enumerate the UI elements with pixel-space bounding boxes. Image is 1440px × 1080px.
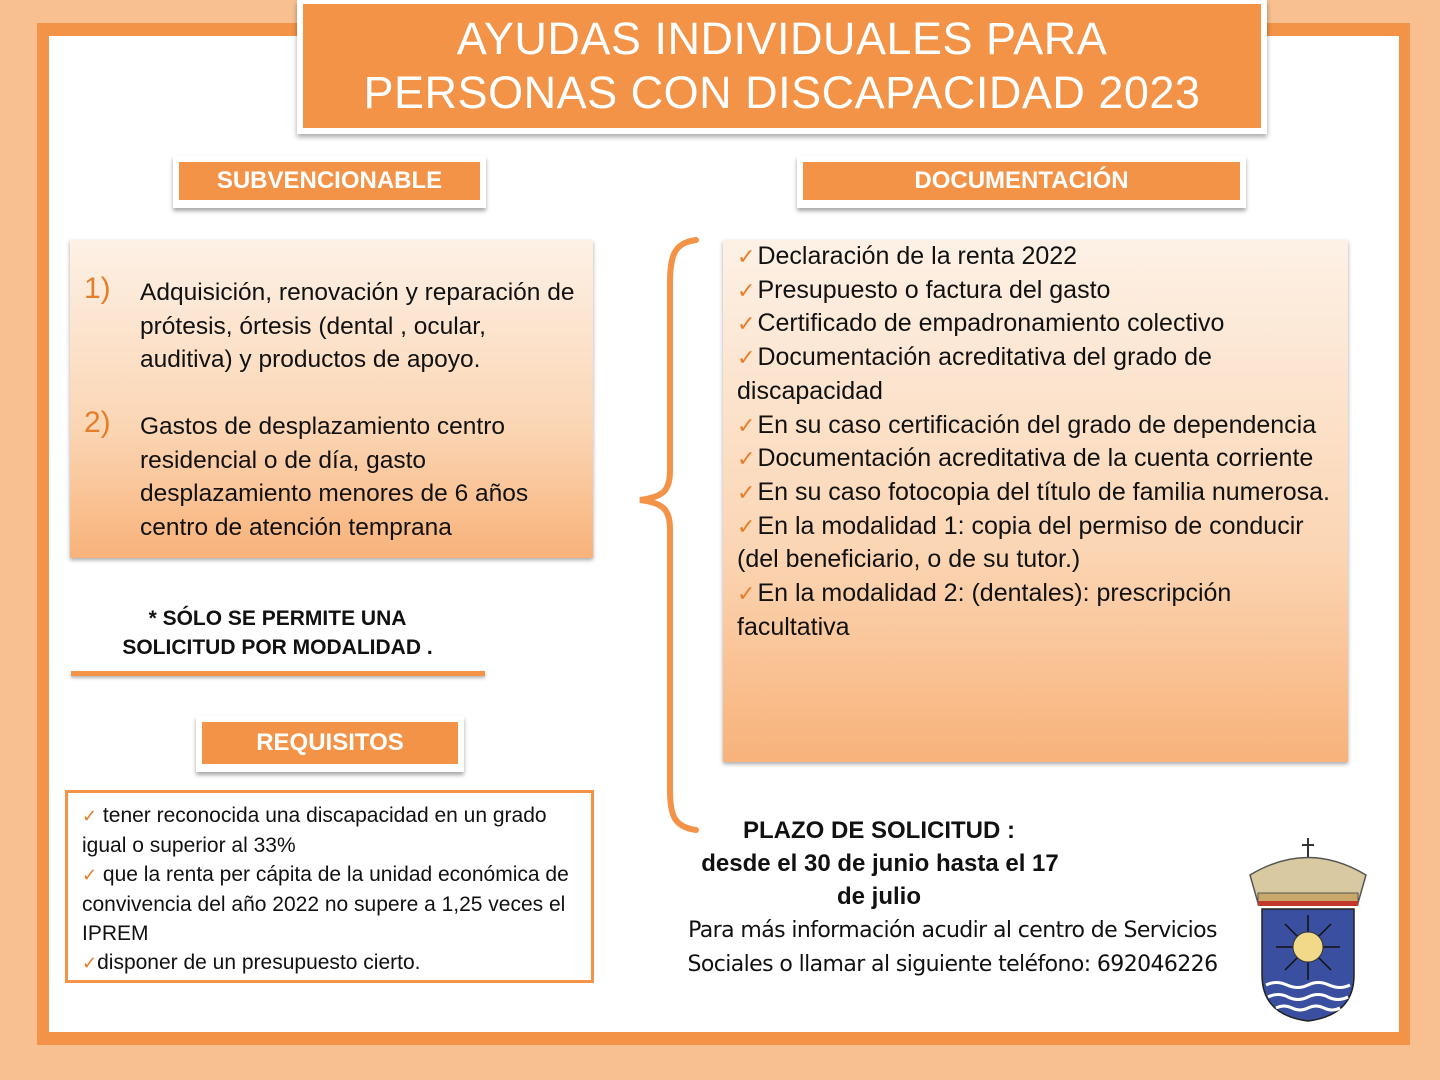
- doc-item: ✓Certificado de empadronamiento colectivo: [737, 309, 1225, 338]
- item-text: Gastos de desplazamiento centro residencial o de día, gasto desplazamiento menores de 6 años centro de atención temprana: [140, 413, 529, 541]
- deadline-title: PLAZO DE SOLICITUD :: [743, 817, 1015, 844]
- check-icon: ✓: [737, 311, 756, 337]
- check-icon: ✓: [737, 446, 756, 472]
- item-number: 2): [84, 406, 111, 439]
- doc-item: ✓En la modalidad 2: (dentales): prescripción facultativa: [737, 579, 1232, 641]
- subvencionable-box: [70, 240, 593, 558]
- deadline-dates-line1: desde el 30 de junio hasta el 17: [701, 850, 1059, 877]
- documentacion-box: [723, 240, 1348, 762]
- item-number: 1): [84, 272, 111, 305]
- check-icon: ✓: [82, 953, 98, 973]
- curly-brace-icon: [634, 235, 704, 835]
- requisitos-box: [65, 790, 594, 983]
- municipal-coat-of-arms-icon: [1240, 835, 1370, 1025]
- single-application-note: * SÓLO SE PERMITE UNA SOLICITUD POR MODALIDAD .: [122, 607, 433, 659]
- doc-item: ✓Presupuesto o factura del gasto: [737, 275, 1111, 304]
- check-icon: ✓: [737, 345, 756, 371]
- application-deadline: [701, 814, 1059, 913]
- title-line-2: PERSONAS CON DISCAPACIDAD 2023: [363, 67, 1201, 118]
- check-icon: ✓: [737, 244, 756, 269]
- check-icon: ✓: [82, 806, 98, 826]
- check-icon: ✓: [737, 479, 756, 505]
- doc-item: ✓En su caso certificación del grado de dependencia: [737, 410, 1317, 439]
- subvencionable-heading: SUBVENCIONABLE: [173, 156, 486, 208]
- deadline-dates-line2: de julio: [837, 883, 921, 910]
- page-title: [303, 4, 1261, 128]
- item-text: Adquisición, renovación y reparación de prótesis, órtesis (dental , ocular, auditiva) y productos de apoyo.: [140, 279, 575, 373]
- check-icon: ✓: [82, 865, 98, 885]
- divider: [71, 671, 485, 676]
- check-icon: ✓: [737, 513, 756, 539]
- requisito-item: ✓disponer de un presupuesto cierto.: [82, 951, 421, 974]
- check-icon: ✓: [737, 412, 756, 438]
- requisito-item: ✓ que la renta per cápita de la unidad económica de convivencia del año 2022 no supere a 1,25 veces el IPREM: [82, 863, 569, 945]
- documentacion-heading: DOCUMENTACIÓN: [797, 156, 1246, 208]
- contact-info: Para más información acudir al centro de Servicios Sociales o llamar al siguiente teléfono: 692046226: [687, 918, 1218, 977]
- title-line-1: AYUDAS INDIVIDUALES PARA: [456, 13, 1108, 64]
- doc-item: ✓En la modalidad 1: copia del permiso de conducir (del beneficiario, o de su tutor.): [737, 511, 1304, 574]
- title-banner: [297, 0, 1267, 134]
- doc-item: ✓Documentación acreditativa de la cuenta corriente: [737, 444, 1314, 473]
- doc-item: ✓Declaración de la renta 2022: [737, 242, 1078, 270]
- requisitos-heading: REQUISITOS: [196, 716, 464, 772]
- check-icon: ✓: [737, 277, 756, 303]
- requisito-item: ✓ tener reconocida una discapacidad en un grado igual o superior al 33%: [82, 804, 547, 857]
- doc-item: ✓En su caso fotocopia del título de familia numerosa.: [737, 477, 1330, 506]
- doc-item: ✓Documentación acreditativa del grado de discapacidad: [737, 343, 1212, 405]
- check-icon: ✓: [737, 581, 756, 607]
